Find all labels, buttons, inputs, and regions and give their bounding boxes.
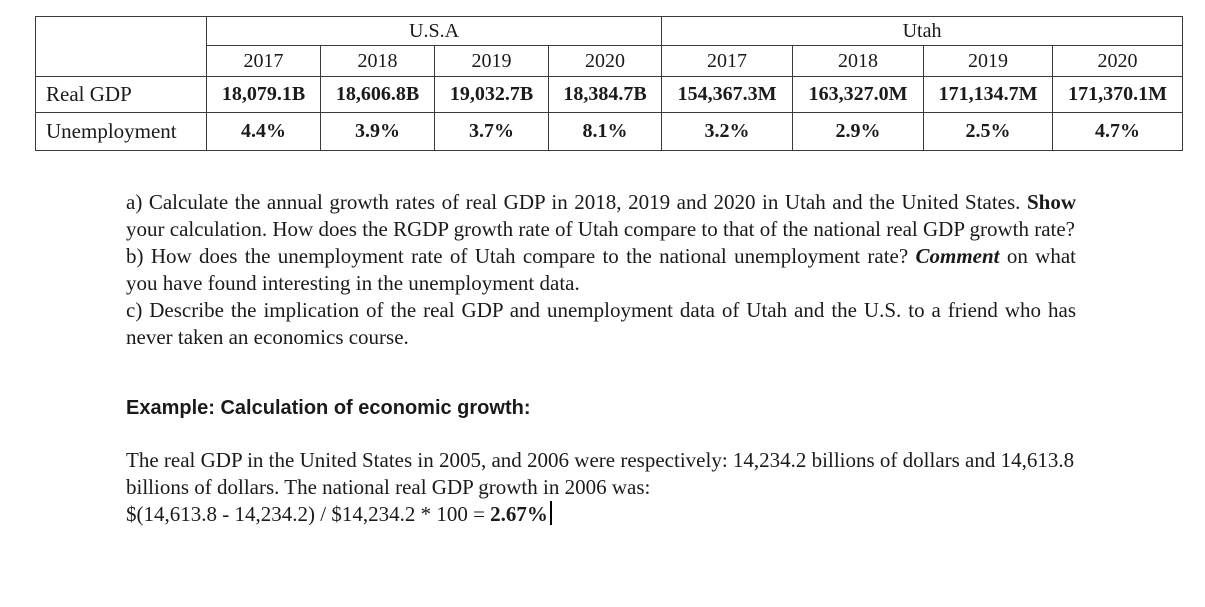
table-cell: 3.7% bbox=[435, 113, 549, 151]
example-body[interactable] bbox=[126, 447, 1078, 528]
row-label: Real GDP bbox=[36, 77, 207, 113]
question-b-text: b) How does the unemployment rate of Utah compare to the national unemployment rate? bbox=[126, 244, 916, 268]
year-header: 2017 bbox=[207, 46, 321, 77]
corner-cell bbox=[36, 17, 207, 77]
table-row-real-gdp bbox=[36, 77, 1183, 113]
table-row-unemployment bbox=[36, 113, 1183, 151]
year-header: 2019 bbox=[924, 46, 1053, 77]
table-cell: 3.9% bbox=[321, 113, 435, 151]
question-b-emphasis: Comment bbox=[915, 244, 1000, 268]
group-header-row bbox=[36, 17, 1183, 46]
table-cell: 18,606.8B bbox=[321, 77, 435, 113]
table-cell: 2.9% bbox=[793, 113, 924, 151]
group-header-utah: Utah bbox=[662, 17, 1183, 46]
question-c: c) Describe the implication of the real GDP and unemployment data of Utah and the U.S. to a friend who has never taken an economics course. bbox=[126, 298, 1076, 349]
year-header: 2020 bbox=[1053, 46, 1183, 77]
table-cell: 18,079.1B bbox=[207, 77, 321, 113]
year-header: 2018 bbox=[321, 46, 435, 77]
example-formula-line bbox=[126, 501, 1078, 528]
year-header: 2017 bbox=[662, 46, 793, 77]
question-a bbox=[126, 189, 1076, 243]
text-cursor bbox=[550, 501, 552, 525]
question-b-text-end: on what you have found interesting in the unemployment data. bbox=[126, 244, 1076, 295]
example-formula: $(14,613.8 - 14,234.2) / $14,234.2 * 100 = bbox=[126, 502, 491, 526]
gdp-unemployment-table bbox=[35, 16, 1183, 151]
table-cell: 8.1% bbox=[549, 113, 662, 151]
year-header: 2020 bbox=[549, 46, 662, 77]
questions-block bbox=[126, 189, 1076, 351]
table-cell: 163,327.0M bbox=[793, 77, 924, 113]
row-label: Unemployment bbox=[36, 113, 207, 151]
table-cell: 18,384.7B bbox=[549, 77, 662, 113]
table-cell: 19,032.7B bbox=[435, 77, 549, 113]
year-header: 2019 bbox=[435, 46, 549, 77]
example-text: The real GDP in the United States in 2005, and 2006 were respectively: 14,234.2 billions of dollars and 14,613.8 billions of dollars. The national real GDP growth in 2006 was: bbox=[126, 448, 1075, 499]
table-cell: 2.5% bbox=[924, 113, 1053, 151]
example-heading: Example: Calculation of economic growth: bbox=[126, 397, 531, 419]
question-a-text-end: your calculation. How does the RGDP growth rate of Utah compare to that of the national real GDP growth rate? bbox=[126, 217, 1075, 241]
table-cell: 4.4% bbox=[207, 113, 321, 151]
year-header-row bbox=[36, 46, 1183, 77]
question-a-text: a) Calculate the annual growth rates of real GDP in 2018, 2019 and 2020 in Utah and the United States. bbox=[126, 190, 1027, 214]
group-header-usa: U.S.A bbox=[207, 17, 662, 46]
table-cell: 154,367.3M bbox=[662, 77, 793, 113]
table-cell: 4.7% bbox=[1053, 113, 1183, 151]
year-header: 2018 bbox=[793, 46, 924, 77]
question-a-emphasis: Show bbox=[1026, 190, 1076, 214]
example-result: 2.67% bbox=[490, 502, 548, 526]
table-cell: 171,134.7M bbox=[924, 77, 1053, 113]
table-cell: 171,370.1M bbox=[1053, 77, 1183, 113]
table-cell: 3.2% bbox=[662, 113, 793, 151]
question-b bbox=[126, 243, 1076, 297]
